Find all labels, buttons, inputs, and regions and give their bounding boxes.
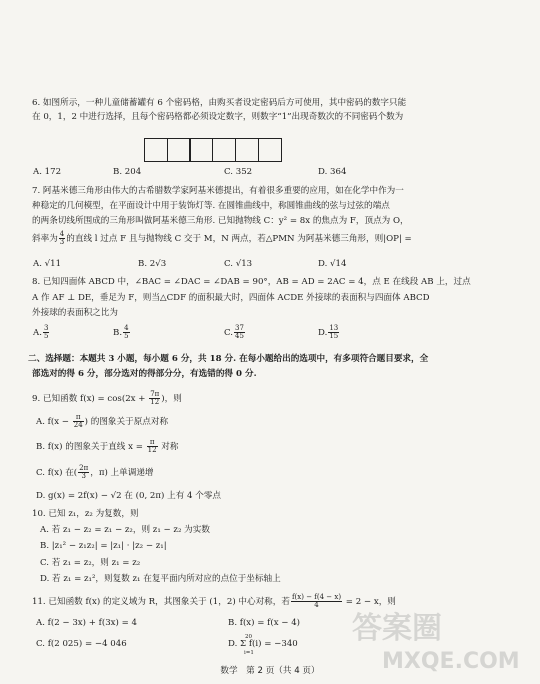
- q10-option-b: B. |z₁² − z₁z₂| = |z₁| · |z₂ − z₁|: [40, 541, 167, 551]
- password-cell: [144, 138, 168, 162]
- q9-c-part1: C. f(x) 在: [36, 468, 74, 478]
- q9-c-part3: ，π) 上单调递增: [90, 468, 154, 478]
- q11-option-b: B. f(x) = f(x − 4): [228, 618, 301, 628]
- q7-option-c: C. √13: [224, 259, 253, 269]
- watermark-logo: [342, 604, 532, 674]
- sum-lower-limit: i=1: [244, 650, 254, 656]
- q10-option-a: A. 若 z₁ − z₂ = z₁ − z₂，则 z₁ − z₂ 为实数: [40, 525, 210, 535]
- fraction-numerator: 13: [329, 324, 339, 332]
- page-footer: 数学 第 2 页（共 4 页）: [220, 666, 320, 676]
- watermark-line1: 答案圈: [352, 611, 442, 646]
- q9-stem-b: (2x +: [121, 394, 149, 404]
- q10-stem: 10. 已知 z₁，z₂ 为复数，则: [32, 509, 139, 519]
- q6-option-d: D. 364: [318, 167, 347, 177]
- q9-a-part3: ) 的图象关于原点对称: [84, 417, 169, 427]
- q9-stem-fraction: [149, 391, 160, 406]
- q10-option-d: D. 若 z₁ = z₁²，则复数 z₁ 在复平面内所对应的点位于坐标轴上: [40, 574, 281, 584]
- q8-option-d: [318, 325, 340, 340]
- q9-option-a: [36, 414, 168, 429]
- q7-line4b: 的直线 l 过点 F 且与抛物线 C 交于 M，N 两点，若△PMN 为阿基米德三角形，则|OP| =: [66, 234, 412, 244]
- sum-upper-limit: 20: [245, 634, 252, 640]
- fraction-denominator: 3: [81, 472, 86, 480]
- fraction-numerator: 7π: [150, 390, 160, 398]
- q9-option-b: [36, 439, 179, 454]
- q9-b-part1: B. f(x) 的图象关于直线 x =: [36, 442, 146, 452]
- q9-c-fraction: [78, 465, 89, 480]
- q11-option-d-text: D. Σ f(i) = −340: [228, 639, 298, 649]
- q6-line2: 在 0，1，2 中进行选择，且每个密码格都必须设定数字，则数字“1”出现奇数次的不同密码个数为: [32, 112, 404, 122]
- q8-option-b-fraction: [123, 325, 129, 340]
- q7-frac-denominator: 3: [59, 238, 65, 246]
- q8-line3: 外接球的表面积之比为: [32, 308, 118, 318]
- q9-stem-c: )，则: [161, 394, 182, 404]
- fraction-denominator: 5: [124, 332, 129, 340]
- fraction-denominator: 12: [150, 398, 160, 406]
- fraction-denominator: 12: [147, 446, 157, 454]
- q7-slope-fraction: [59, 231, 65, 246]
- q7-line4a: 斜率为: [32, 234, 58, 244]
- fraction-numerator: π: [147, 439, 158, 447]
- q8-option-d-fraction: [328, 325, 339, 340]
- q6-option-b: B. 204: [113, 167, 142, 177]
- fraction-numerator: 4: [124, 324, 129, 332]
- fraction-numerator: 3: [43, 324, 49, 332]
- q8-option-b: [113, 325, 131, 340]
- fraction-denominator: 24: [73, 421, 83, 429]
- q8-option-d-label: D.: [318, 328, 328, 338]
- password-cell: [167, 138, 191, 162]
- password-cell: [235, 138, 259, 162]
- q9-stem: [32, 391, 182, 406]
- fraction-denominator: 5: [43, 332, 49, 340]
- q8-option-c: [224, 325, 246, 340]
- q8-option-b-label: B.: [113, 328, 123, 338]
- q9-a-part1: A. f: [36, 417, 51, 427]
- q8-option-c-label: C.: [224, 328, 234, 338]
- q9-stem-a: 9. 已知函数 f(x) = cos: [32, 394, 122, 404]
- q6-option-c: C. 352: [224, 167, 253, 177]
- q11-option-a: A. f(2 − 3x) + f(3x) = 4: [36, 618, 137, 628]
- watermark-line2: MXQE.COM: [382, 649, 520, 674]
- q6-line1: 6. 如图所示，一种儿童储蓄罐有 6 个密码格，由购买者设定密码后方可使用，其中密码的数字只能: [32, 98, 407, 108]
- fraction-numerator: π: [73, 414, 84, 422]
- q9-a-part2: (x −: [50, 417, 72, 427]
- q9-b-part2: 对称: [158, 442, 179, 452]
- section2-header-line1: 二、选择题：本题共 3 小题，每小题 6 分，共 18 分. 在每小题给出的选项中，有多项符合题目要求，全: [28, 354, 429, 364]
- q11-stem-b: = 2 − x，则: [343, 597, 396, 607]
- q11-option-c: C. f(2 025) = −4 046: [36, 639, 127, 649]
- fraction-numerator: f(x) − f(4 − x): [291, 593, 342, 601]
- q11-stem-a: 11. 已知函数 f(x) 的定义域为 R，其图象关于 (1，2) 中心对称，若: [32, 597, 290, 607]
- password-cell: [189, 138, 213, 162]
- q7-line2: 种稳定的几何模型，在平面设计中用于装饰灯等. 在圆锥曲线中，称圆锥曲线的弦与过弦的端点: [32, 201, 390, 211]
- fraction-denominator: 4: [314, 601, 319, 609]
- q6-option-a: A. 172: [33, 167, 62, 177]
- q7-frac-numerator: 4: [59, 230, 65, 238]
- q8-option-a: [33, 325, 50, 340]
- q8-line1: 8. 已知四面体 ABCD 中，∠BAC = ∠DAC = ∠DAB = 90°，AB = AD = 2AC = 4，点 E 在线段 AB 上，过点: [32, 277, 471, 287]
- fraction-denominator: 45: [235, 332, 244, 340]
- q9-b-fraction: [147, 439, 158, 454]
- q8-option-a-label: A.: [33, 328, 42, 338]
- q7-line3: 的两条切线所围成的三角形叫做阿基米德三角形. 已知抛物线 C：y² = 8x 的焦点为 F，顶点为 O，: [32, 216, 409, 226]
- password-cell: [212, 138, 236, 162]
- fraction-numerator: 37: [235, 324, 244, 332]
- q11-stem-fraction: [291, 594, 342, 609]
- q9-c-part2: (: [73, 468, 78, 478]
- fraction-numerator: 2π: [79, 464, 89, 472]
- q9-a-fraction: [73, 414, 84, 429]
- q7-line4: [32, 231, 520, 246]
- q10-option-c: C. 若 z₁ = z₂，则 z₁ = z₂: [40, 558, 141, 568]
- q7-option-b: B. 2√3: [138, 259, 167, 269]
- section2-header-line2: 部选对的得 6 分，部分选对的得部分分，有选错的得 0 分.: [32, 369, 257, 379]
- q9-option-c: [36, 465, 154, 480]
- q7-option-a: A. √11: [33, 259, 62, 269]
- q11-option-d: [228, 634, 298, 656]
- password-boxes: [144, 138, 280, 162]
- q8-option-c-fraction: [234, 325, 245, 340]
- q7-option-d: D. √14: [318, 259, 347, 269]
- q8-option-a-fraction: [43, 325, 49, 340]
- q9-option-d: D. g(x) = 2f(x) − √2 在 (0, 2π) 上有 4 个零点: [36, 491, 222, 501]
- password-cell: [258, 138, 282, 162]
- q7-line1: 7. 阿基米德三角形由伟大的古希腊数学家阿基米德提出，有着很多重要的应用，如在化学中作为一: [32, 186, 404, 196]
- q8-line2: A 作 AF ⊥ DE，垂足为 F，则当△CDF 的面积最大时，四面体 ACDE 外接球的表面积与四面体 ABCD: [32, 293, 430, 303]
- fraction-denominator: 15: [329, 332, 339, 340]
